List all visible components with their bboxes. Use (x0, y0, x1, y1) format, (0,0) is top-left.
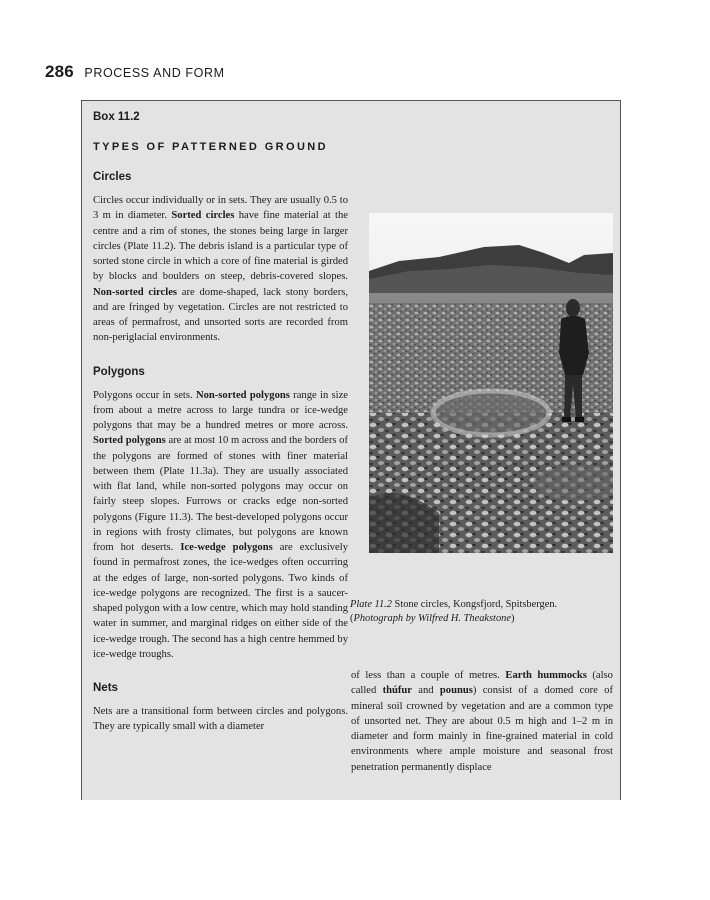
text-run: Polygons occur in sets. (93, 389, 196, 401)
plate-credit: Photograph by Wilfred H. Theakstone (353, 613, 511, 624)
term-non-sorted-polygons: Non-sorted polygons (195, 389, 290, 401)
term-thufur: thúfur (382, 685, 413, 697)
text-run: Circles occur individually or in sets. They are usually 0.5 to 3 m in diameter. (93, 195, 348, 222)
left-column (93, 171, 348, 755)
paragraph-polygons (93, 388, 348, 663)
term-pounus: pounus (439, 685, 473, 697)
text-run: (also called (351, 670, 613, 697)
term-non-sorted-circles: Non-sorted circles (93, 286, 178, 298)
feature-box (81, 100, 621, 800)
credit-paren: ( (350, 613, 354, 624)
page-number: 286 (45, 62, 74, 81)
text-run: are exclusively found in permafrost zones, the ice-wedges often occurring at the edges of large, non-sorted polygons. Two kinds of ice-wedge polygons are recognized. The first is a saucer-shaped polygon with a low centre, which may hold standing water in summer, and marginal ridges on either side of the ice-wedge trough. The second has a high centre hemmed by ice-wedge troughs. (93, 542, 349, 660)
plate-photo (369, 213, 613, 553)
paragraph-nets (93, 704, 348, 735)
plate-text: Stone circles, Kongsfjord, Spitsbergen. (391, 599, 558, 610)
heading-nets: Nets (93, 682, 118, 694)
right-column (351, 668, 613, 795)
heading-polygons: Polygons (93, 365, 145, 378)
credit-paren: ) (510, 613, 515, 624)
text-run: range in size from about a metre across to large tundra or ice-wedge polygons that may be a hundred metres or more across. (93, 389, 349, 431)
section-title: PROCESS AND FORM (84, 66, 225, 80)
box-label: Box 11.2 (93, 111, 140, 123)
text-run: are at most 10 m across and the borders of the polygons are formed of stones with finer material between them (Plate 11.3a). They are usually associated with flat land, while non-sorted polygons may occur on fairly steep slopes. Furrows or cracks edge non-sorted polygons (Figure 11.3). The best-developed polygons occur in regions with frosty climates, but polygons are known from hot deserts. (93, 435, 348, 553)
heading-circles: Circles (93, 171, 132, 183)
text-run: Nets are a transitional form between circles and polygons. They are typically small with a diameter (93, 706, 348, 733)
paragraph-circles (93, 193, 348, 346)
text-run: have fine material at the centre and a rim of stones, the stones being large in larger circles (Plate 11.2). The debris island is a particular type of sorted stone circle in which a core of fine material is girded by blocks and boulders on steep, debris-covered slopes. (93, 210, 348, 283)
term-ice-wedge-polygons: Ice-wedge polygons (180, 542, 273, 553)
term-earth-hummocks: Earth hummocks (505, 670, 587, 681)
text-run: are dome-shaped, lack stony borders, and are fringed by vegetation. Circles are not restricted to areas of permafrost, and unsorted sorts are recorded from non-periglacial environments. (93, 286, 348, 344)
term-sorted-polygons: Sorted polygons (93, 435, 166, 447)
plate-label: Plate 11.2 (350, 599, 392, 610)
term-sorted-circles: Sorted circles (171, 210, 235, 222)
box-title: TYPES OF PATTERNED GROUND (93, 141, 328, 153)
plate-caption (350, 598, 612, 626)
text-run: ) consist of a domed core of mineral soil crowned by vegetation and are a common type of unsorted net. They are about 0.5 m high and 1–2 m in diameter and form mainly in fine-grained material in cold environments where ample moisture and seasonal frost penetration permanently displace (351, 685, 613, 773)
text-run: and (412, 685, 440, 697)
paragraph-nets-continued (351, 668, 613, 775)
running-head (45, 62, 225, 82)
text-run: of less than a couple of metres. (351, 670, 506, 681)
